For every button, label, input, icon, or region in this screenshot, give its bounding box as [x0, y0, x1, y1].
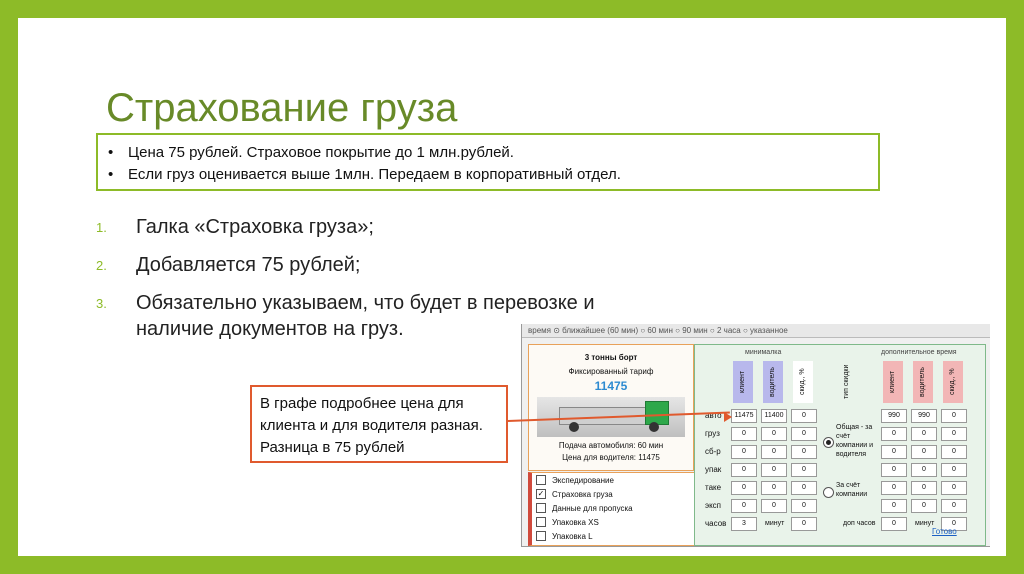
- info-text: Если груз оценивается выше 1млн. Передаем в корпоративный отдел.: [128, 165, 621, 183]
- cell-driver[interactable]: 0: [761, 427, 787, 441]
- list-number: 3.: [96, 296, 107, 311]
- cell-driver[interactable]: 0: [761, 481, 787, 495]
- row-label: упак: [705, 465, 722, 474]
- radio-shared-label: Общая - за счёт компании и водителя: [836, 424, 874, 458]
- cell-discount[interactable]: 0: [791, 481, 817, 495]
- callout-note: В графе подробнее цена для клиента и для водителя разная. Разница в 75 рублей: [250, 385, 508, 463]
- list-number: 1.: [96, 220, 107, 235]
- cell-discount-extra[interactable]: 0: [941, 463, 967, 477]
- col-driver-extra: водитель: [913, 361, 933, 403]
- cell-client[interactable]: 0: [731, 463, 757, 477]
- row-label: сб-р: [705, 447, 721, 456]
- time-options: время ⊙ ближайшее (60 мин) ○ 60 мин ○ 90 мин ○ 2 часа ○ указанное: [522, 324, 990, 338]
- cell-discount-extra[interactable]: 0: [941, 481, 967, 495]
- option-pack-xs[interactable]: [532, 515, 696, 529]
- checkbox[interactable]: [536, 475, 546, 485]
- vehicle-panel: [528, 344, 694, 471]
- checkbox[interactable]: [536, 531, 546, 541]
- driver-price: Цена для водителя: 11475: [562, 453, 660, 462]
- list-text: Обязательно указываем, что будет в перевозке и наличие документов на груз.: [136, 292, 595, 340]
- info-text: Цена 75 рублей. Страховое покрытие до 1 млн.рублей.: [128, 143, 514, 161]
- cell-discount[interactable]: 0: [791, 463, 817, 477]
- cell-client[interactable]: 0: [731, 481, 757, 495]
- order-screenshot: [521, 324, 990, 547]
- cell-discount[interactable]: 0: [791, 409, 817, 423]
- cell-client-extra[interactable]: 0: [881, 499, 907, 513]
- checkbox-checked[interactable]: ✓: [537, 489, 545, 498]
- col-driver: водитель: [763, 361, 783, 403]
- radio-company-label: За счёт компании: [836, 482, 868, 498]
- cell-driver-extra[interactable]: 0: [911, 445, 937, 459]
- bullet: •: [108, 143, 114, 161]
- section-extra: дополнительное время: [881, 349, 957, 356]
- cell-client[interactable]: 11475: [731, 409, 757, 423]
- hours-label: часов: [705, 519, 727, 528]
- cell-discount-extra[interactable]: 0: [941, 499, 967, 513]
- row-label: груз: [705, 429, 720, 438]
- list-item: [96, 214, 656, 240]
- cell-client-extra[interactable]: 0: [881, 481, 907, 495]
- callout-arrowhead: [724, 412, 732, 422]
- pricing-grid: [694, 344, 986, 546]
- cell-discount-extra[interactable]: 0: [941, 427, 967, 441]
- col-client: клиент: [733, 361, 753, 403]
- cell-discount-extra[interactable]: 0: [941, 409, 967, 423]
- option-pass-data[interactable]: [532, 501, 696, 515]
- col-discount-type: тип скидки: [843, 364, 850, 400]
- list-number: 2.: [96, 258, 107, 273]
- list-item: [96, 252, 656, 278]
- row-label: эксп: [705, 501, 722, 510]
- vehicle-name: 3 тонны борт: [584, 353, 638, 362]
- extra-hours-input[interactable]: 0: [881, 517, 907, 531]
- cell-client[interactable]: 0: [731, 499, 757, 513]
- info-line: [108, 163, 868, 185]
- option-expedition[interactable]: [532, 473, 696, 487]
- options-checklist: [528, 472, 697, 546]
- checkbox[interactable]: [536, 517, 546, 527]
- bullet: •: [108, 165, 114, 183]
- cell-driver[interactable]: 11400: [761, 409, 787, 423]
- col-discount: скид., %: [793, 361, 813, 403]
- radio-company[interactable]: [823, 487, 834, 498]
- extra-minutes-label: минут: [915, 520, 935, 527]
- cell-driver-extra[interactable]: 0: [911, 481, 937, 495]
- cell-driver[interactable]: 0: [761, 445, 787, 459]
- border-left: [0, 0, 18, 574]
- info-box: [96, 133, 880, 191]
- cell-driver[interactable]: 0: [761, 463, 787, 477]
- cell-client[interactable]: 0: [731, 445, 757, 459]
- cell-client[interactable]: 0: [731, 427, 757, 441]
- cell-discount-extra[interactable]: 0: [941, 445, 967, 459]
- option-label: Упаковка XS: [552, 517, 599, 527]
- row-label: авто: [705, 411, 722, 420]
- option-label: Упаковка L: [552, 531, 593, 541]
- row-label: таке: [705, 483, 722, 492]
- option-label: Данные для пропуска: [552, 503, 633, 513]
- cell-client-extra[interactable]: 0: [881, 427, 907, 441]
- option-label: Экспедирование: [552, 475, 614, 485]
- cell-client-extra[interactable]: 990: [881, 409, 907, 423]
- section-min: минималка: [745, 349, 782, 356]
- border-right: [1006, 0, 1024, 574]
- option-label: Страховка груза: [552, 489, 613, 499]
- cell-driver-extra[interactable]: 0: [911, 499, 937, 513]
- cell-driver-extra[interactable]: 990: [911, 409, 937, 423]
- delivery-time: Подача автомобиля: 60 мин: [558, 441, 664, 450]
- cell-driver-extra[interactable]: 0: [911, 463, 937, 477]
- minutes-label: минут: [765, 520, 785, 527]
- info-line: [108, 141, 868, 163]
- hours-input[interactable]: 3: [731, 517, 757, 531]
- option-insurance[interactable]: [532, 487, 696, 501]
- minutes-input[interactable]: 0: [791, 517, 817, 531]
- slide-title: Страхование груза: [106, 86, 458, 130]
- col-discount-extra: скид., %: [943, 361, 963, 403]
- extra-minutes-input[interactable]: 0: [941, 517, 967, 531]
- col-client-extra: клиент: [883, 361, 903, 403]
- cell-discount[interactable]: 0: [791, 445, 817, 459]
- done-link[interactable]: Готово: [932, 527, 957, 536]
- list-text: Галка «Страховка груза»;: [136, 216, 374, 238]
- cell-driver-extra[interactable]: 0: [911, 427, 937, 441]
- border-bottom: [0, 556, 1024, 574]
- radio-shared[interactable]: [823, 437, 834, 448]
- cell-client-extra[interactable]: 0: [881, 445, 907, 459]
- border-top: [0, 0, 1024, 18]
- option-pack-l[interactable]: [532, 529, 696, 543]
- tariff-name: Фиксированный тариф: [568, 367, 654, 376]
- cell-discount[interactable]: 0: [791, 427, 817, 441]
- price-value: 11475: [594, 379, 628, 393]
- list-text: Добавляется 75 рублей;: [136, 254, 361, 276]
- checkbox[interactable]: [536, 503, 546, 513]
- cell-client-extra[interactable]: 0: [881, 463, 907, 477]
- cell-driver[interactable]: 0: [761, 499, 787, 513]
- extra-hours-label: доп часов: [843, 520, 876, 527]
- cell-discount[interactable]: 0: [791, 499, 817, 513]
